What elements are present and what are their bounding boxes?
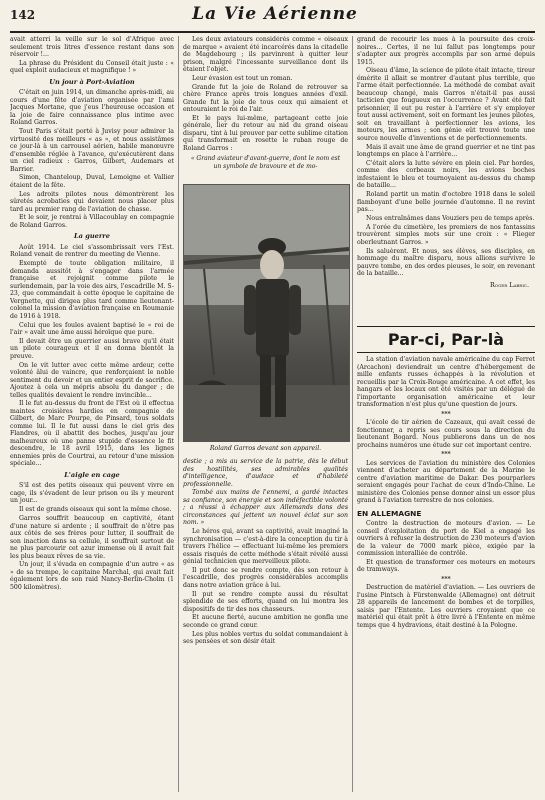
section-heading-germany: EN ALLEMAGNE	[357, 508, 422, 518]
paragraph: C'était en juin 1914, un dimanche après-midi, au cours d'une fête d'aviation organisée par l'ami Jacques Mortane, que j'eus l'heureuse occasion et la joie de faire connaissance plus intime avec Roland Garros.	[10, 89, 174, 127]
paragraph: Simon, Chanteloup, Duval, Lemoigne et Vallier étaient de la fête.	[10, 174, 174, 189]
subheading: L'aigle en cage	[64, 470, 120, 479]
separator-stars: ***	[441, 410, 451, 418]
paragraph: Tout Paris s'était porté à Juvisy pour admirer la virtuosité des meilleurs « as », et nous assistâmes ce jour-là à un carrousel aérien, habile manœuvre d'ensemble réglée à l'avance, qu'exécutèrent dans un ciel radieux : Garros, Gilbert, Audemars et Barrier.	[10, 128, 174, 173]
header-rule	[10, 31, 535, 33]
column-1	[10, 36, 174, 792]
paragraph: Août 1914. Le ciel s'assombrissait vers l'Est. Roland venait de rentrer du meeting de Vienne.	[10, 243, 174, 259]
paragraph: On le vit lutter avec cette même ardeur, cette volonté âlui de vaincre, que renforçaient le noble sentiment du devoir et un entier esprit de sacrifice. Ajoutez à cela un mépris absolu du danger ; de telles qualités devaient le rendre invincible...	[10, 361, 174, 399]
paragraph: Leur évasion est tout un roman.	[192, 74, 293, 82]
news-item: La station d'aviation navale américaine du cap Ferret (Arcachon) deviendrait un centre d'hébergement de mille enfants russes échappés à la révolution et recueillis par la Croix-Rouge américaine. A cet effet, les hangars et les locaux ont été visités par un délégué de l'importante organisation américaine et leur transformation n'est plus qu'une question de jours.	[357, 356, 535, 408]
news-item: L'école de tir aérien de Cazeaux, qui avait cessé de fonctionner, a repris ses cours sous la direction du lieutenant Bogard. Nous publierons dans un de nos prochains numéros une étude sur cet important centre.	[357, 419, 535, 449]
separator-stars: ***	[441, 451, 451, 458]
paragraph: La phrase du Président du Conseil était juste : « quel exploit audacieux et magnifique ! »	[10, 59, 174, 75]
section-rule-top	[357, 326, 535, 327]
paragraph: Celui que les foules avaient baptisé le « roi de l'air » avait une âme aussi héroïque que pure.	[10, 321, 174, 337]
separator-stars: ***	[441, 575, 451, 583]
citation-lead: « Grand aviateur d'avant-guerre, dont le nom est un symbole de bravoure et de mo-	[190, 155, 341, 170]
column-2-top	[183, 36, 348, 182]
paragraph: Il est de grands oiseaux qui sont la même chose.	[19, 506, 172, 514]
news-item: Destruction de matériel d'aviation. — Les ouvriers de l'usine Pintsch à Fürstenwalde (Allemagne) ont détruit 28 appareils de lancement de bombes et de torpilles, saisis par l'Entente. Les ouvriers croyaient que ce matériel qui était prêt à être livré à l'Entente en même temps que 4 hydravions, était destiné à la Pologne.	[357, 584, 535, 629]
paragraph: Ils saluèrent. Et nous, ses élèves, ses disciples, en hommage du maître disparu, nous allions survivre le pauvre tombe, en des ordes pieuses, le soir, en revenant de la bataille...	[357, 247, 535, 278]
paragraph: Exempté de toute obligation militaire, il demanda aussitôt à s'engager dans l'armée française et rejoignit comme pilote le surlendemain, par la voie des airs, l'escadrille M. S-23, que commandait à cette époque le capitaine de Vergnette, qui dirigea plus tard comme lieutenant-colonel la mission d'aviation française en Roumanie de 1916 à 1918.	[10, 260, 174, 320]
paragraph: C'était alors la lutte sévère en plein ciel. Par hordes, comme des corbeaux noirs, les avions boches infestaient le bleu et tournoyaient au-dessus du champ de bataille...	[357, 159, 535, 190]
paragraph: S'il est des petits oiseaux qui peuvent vivre en cage, ils s'évadent de leur prison ou ils y meurent un jour...	[10, 482, 174, 505]
paragraph: Nous entraînâmes dans Vouziers peu de temps après.	[366, 214, 535, 222]
paragraph: Il le fut au-dessus du front de l'Est où il effectua maintes croisières hardies en compagnie de Gilbert, de Marc Pourpe, de Pinsard, tous soldats comme lui. Il le fut aussi dans le ciel gris des Flandres, où il abattit des boches, jusqu'au jour malheureux où une panne stupide d'essence le fit descendre, le 18 avril 1915, dans les lignes ennemies près de Courtrai, au retour d'une mission spéciale...	[10, 400, 174, 468]
masthead-logo: La Vie Aérienne	[192, 4, 358, 24]
paragraph: Et aucune fierté, aucune ambition ne gonfla une seconde ce grand cœur.	[183, 614, 348, 629]
paragraph: grand de recourir les nues à la poursuite des croix-noires... Certes, il ne lui fallut pas longtemps pour s'adapter aux progrès accomplis par son arme depuis 1915.	[357, 36, 535, 66]
paragraph: Les adroits pilotes nous démontrèrent les sûretés acrobaties qui devaient nous placer plus tard au premier rang de l'aviation de chasse.	[10, 190, 174, 213]
paragraph: Oiseau d'âme, la science de pilote était intacte, tireur émérite il allait se montrer d'autant plus terrible, que l'arme était perfectionnée. La méthode de combat avait beaucoup changé, mais Garros n'était-il pas aussi tacticien que fougueux en l'occurrence ? Avant été fait prisonnier, il eut pu rester à l'arrière et s'y employer tout aussi activement, soit en formant les jeunes pilotes, soit en travaillant à perfectionner les avions, les moteurs, les armes ; son génie eût trouvé toute une source nouvelle d'inventions et de perfectionnements.	[357, 67, 535, 142]
paragraph: Il put donc se rendre compte, dès son retour à l'escadrille, des progrès considérables accomplis dans notre aviation grâce à lui.	[183, 566, 348, 589]
paragraph: destie ; a mis au service de la patrie, dès le début des hostilités, ses admirables qualités d'intelligence, d'audace et d'habileté professionnelle.	[183, 458, 348, 488]
paragraph: Il devait être un guerrier aussi brave qu'il était un pilote courageux et il en donna bientôt la preuve.	[10, 337, 174, 360]
paragraph: Les plus nobles vertus du soldat commandaient à ses pensées et son désir était	[183, 630, 348, 646]
paragraph: Les deux aviateurs considérés comme « oiseaux de marque » avaient été incarcérés dans la citadelle de Magdebourg ; ils parvinrent à quitter leur prison, malgré l'incessante surveillance dont ils étaient l'objet.	[183, 36, 348, 73]
paragraph: avait atterri la veille sur le sol d'Afrique avec seulement trois litres d'essence restant dans son réservoir !...	[10, 36, 174, 58]
author-byline: Roger Labric.	[489, 280, 529, 289]
paragraph: Tombé aux mains de l'ennemi, a gardé intactes sa confiance, son énergie et son indéfectible volonté ; a réussi à échapper aux Allemands dans des circonstances qui jettent un nouvel éclat sur son nom. »	[183, 489, 348, 527]
page-header	[10, 4, 535, 30]
news-item: Les services de l'aviation du ministère des Colonies viennent d'acheter au département de la Marine le centre d'aviation maritime de Dakar. Des pourparlers seraient engagés pour l'achat de ceux d'Indo-Chine. Le ministère des Colonies pense donner ainsi un essor plus grand à l'aviation terrestre de nos colonies.	[357, 459, 535, 504]
photo-roland-garros	[183, 184, 350, 442]
subheading: La guerre	[74, 232, 110, 241]
paragraph: Mais il avait une âme de grand guerrier et ne tint pas longtemps en place à l'arrière...	[357, 143, 535, 159]
section-title: Par-ci, Par-là	[387, 330, 505, 349]
column-2-bottom	[183, 458, 348, 792]
photo-caption: Roland Garros devant son appareil.	[209, 445, 322, 452]
paragraph: Le héros qui, avant sa captivité, avait imaginé la synchronisation — c'est-à-dire la conception du tir à travers l'hélice — effectuant lui-même les premiers essais risqués de cette méthode s'était révélé aussi génial technicien que merveilleux pilote.	[183, 528, 348, 566]
paragraph: Grande fut la joie de Roland de retrouver sa chère France après trois longues années d'exil. Grande fut la joie de tous ceux qui aimaient et entouraient le roi de l'air.	[183, 83, 348, 114]
column-divider	[178, 36, 179, 792]
paragraph: Il put se rendre compte aussi du résultat splendide de ses efforts, quand on lui montra les dispositifs de tir des nos chasseurs.	[183, 590, 348, 613]
section-rule-bottom	[357, 352, 535, 353]
paragraph: Un jour, il s'évada en compagnie d'un autre « as » de sa trempe, le capitaine Marchal, qui avait fait également lors de son raid Nancy-Berlin-Cholm (1 500 kilomètres).	[10, 561, 174, 591]
photo-illustration	[184, 185, 349, 441]
column-3-news	[357, 356, 535, 792]
page-number: 142	[10, 8, 36, 22]
paragraph: Garros souffrit beaucoup en captivité, étant d'une nature si ardente ; il souffrait de n'être pas aux côtés de ses frères pour lutter, il souffrait de son inaction dans sa cellule, il souffrait surtout de ne plus parcourir cet azur immense où il avait fait les plus beaux rêves de sa vie.	[10, 515, 174, 560]
news-item: Contre la destruction de moteurs d'avion. — Le conseil d'exploitation du port de Kiel a engagé les ouvriers à refuser la destruction de 230 moteurs d'avion de la valeur de 7000 mark pièce, exigée par la commission interalliée de contrôle.	[357, 520, 535, 557]
column-divider	[352, 36, 353, 792]
paragraph: Et le pays lui-même, partageant cette joie générale, lier du retour au nid du grand oiseau disparu, tint à lui prouver par cette sublime citation qui transformait en rosette le ruban rouge de Roland Garros :	[183, 114, 348, 152]
paragraph: Et le soir, je rentrai à Villacoublay en compagnie de Roland Garros.	[10, 214, 174, 229]
subheading: Un jour à Port-Aviation	[49, 77, 135, 86]
column-3-top	[357, 36, 535, 324]
paragraph: Roland partit un matin d'octobre 1918 dans le soleil flamboyant d'une belle journée d'automne. Il ne revint pas...	[357, 191, 535, 214]
paragraph: A l'orée du cimetière, les premiers de nos fantassins trouvèrent simples mots sur une croix : « Flieger oberleutnant Garros. »	[357, 223, 535, 246]
news-item: Et question de transformer ces moteurs en moteurs de tramways.	[357, 558, 535, 574]
